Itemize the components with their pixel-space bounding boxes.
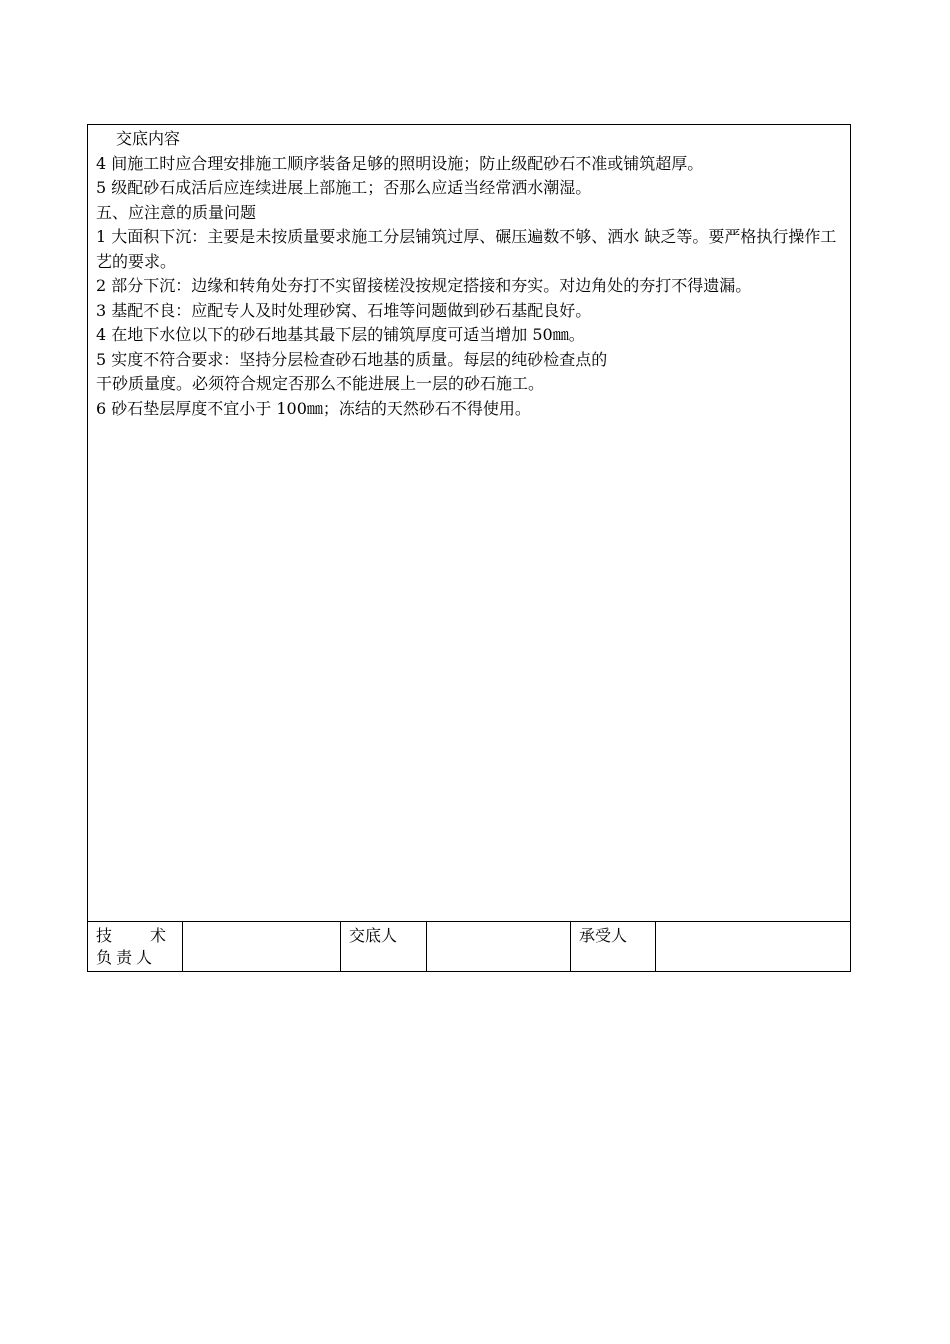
content-line: 6 砂石垫层厚度不宜小于 100㎜；冻结的天然砂石不得使用。 [96, 398, 531, 418]
content-line: 5 实度不符合要求：坚持分层检查砂石地基的质量。每层的纯砂检查点的 [96, 349, 608, 369]
content-line: 5 级配砂石成活后应连续进展上部施工；否那么应适当经常洒水潮湿。 [96, 178, 592, 197]
tech-lead-value[interactable] [183, 922, 341, 971]
tech-lead-line-2: 负责人 [96, 948, 157, 967]
content-line: 4 在地下水位以下的砂石地基其最下层的铺筑厚度可适当增加 50㎜。 [96, 325, 585, 344]
tech-lead-label [88, 922, 183, 971]
content-line: 1 大面积下沉：主要是未按质量要求施工分层铺筑过厚、碾压遍数不够、洒水 缺乏等。要严格执行操作工艺的要求。 [96, 227, 837, 271]
signature-row [88, 922, 850, 971]
section-title: 五、应注意的质量问题 [96, 202, 257, 222]
tech-lead-char-2: 术 [149, 926, 166, 945]
content-line: 4 间施工时应合理安排施工顺序装备足够的照明设施；防止级配砂石不准或铺筑超厚。 [96, 153, 704, 173]
content-line: 干砂质量度。必须符合规定否那么不能进展上一层的砂石施工。 [96, 374, 545, 393]
receiver-label: 承受人 [571, 922, 656, 971]
discloser-value[interactable] [427, 922, 571, 971]
disclosure-table [87, 124, 851, 972]
tech-lead-char-1: 技 [96, 926, 113, 945]
content-line: 2 部分下沉：边缘和转角处夯打不实留接槎没按规定搭接和夯实。对边角处的夯打不得遗漏。 [96, 276, 752, 295]
content-line: 3 基配不良：应配专人及时处理砂窝、石堆等问题做到砂石基配良好。 [96, 300, 592, 320]
discloser-label: 交底人 [341, 922, 427, 971]
content-heading: 交底内容 [116, 129, 181, 148]
receiver-value[interactable] [656, 922, 850, 971]
content-cell [88, 125, 850, 922]
